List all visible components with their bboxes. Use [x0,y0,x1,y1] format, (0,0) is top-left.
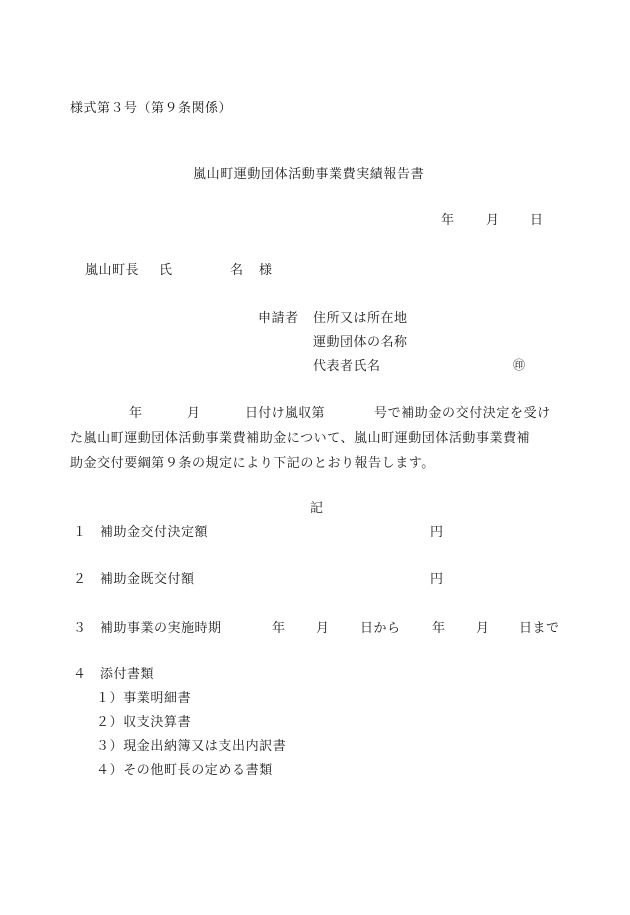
addressee-mayor: 嵐山町長 [85,263,140,278]
intro-number-text: 号で補助金の交付決定を受け [374,406,551,421]
item1-label: 補助金交付決定額 [100,525,209,540]
item3-year2: 年 [432,621,446,636]
intro-line-2: た嵐山町運動団体活動事業費補助金について、嵐山町運動団体活動事業費補 [70,431,531,446]
intro-month: 月 [187,406,201,421]
addressee-shi: 氏 [159,263,173,278]
attachment-item: ３）現金出納簿又は支出内訳書 [96,739,287,754]
document-title: 嵐山町運動団体活動事業費実績報告書 [193,167,425,182]
item2-number: ２ [73,572,87,587]
item1-unit: 円 [430,525,444,540]
applicant-org-name-label: 運動団体の名称 [313,335,408,350]
intro-day-ref: 日付け嵐収第 [245,406,325,421]
date-month-label: 月 [486,213,500,228]
item3-month2: 月 [476,621,490,636]
applicant-label: 申請者 [258,311,299,326]
intro-year: 年 [129,406,143,421]
item3-number: ３ [73,621,87,636]
attachment-item: ４）その他町長の定める書類 [96,763,273,778]
applicant-address-label: 住所又は所在地 [313,311,408,326]
item3-label: 補助事業の実施時期 [100,621,222,636]
applicant-rep-name-label: 代表者氏名 [313,359,381,374]
item2-unit: 円 [430,572,444,587]
item1-number: １ [73,525,87,540]
seal-mark: ㊞ [513,358,526,372]
addressee-mei: 名 [230,263,244,278]
item3-month1: 月 [316,621,330,636]
addressee-sama: 様 [259,263,273,278]
item4-number: ４ [73,667,87,682]
form-number: 様式第３号（第９条関係） [70,101,233,116]
attachment-item: １）事業明細書 [96,691,192,706]
item3-year1: 年 [272,621,286,636]
date-day-label: 日 [530,213,544,228]
ki-mark: 記 [310,501,324,516]
item3-day-from: 日から [360,621,401,636]
item4-label: 添付書類 [100,667,155,682]
attachment-item: ２）収支決算書 [96,715,192,730]
item2-label: 補助金既交付額 [100,572,195,587]
date-year-label: 年 [441,213,455,228]
intro-line-3: 助金交付要綱第９条の規定により下記のとおり報告します。 [70,456,435,471]
item3-day-to: 日まで [519,621,560,636]
